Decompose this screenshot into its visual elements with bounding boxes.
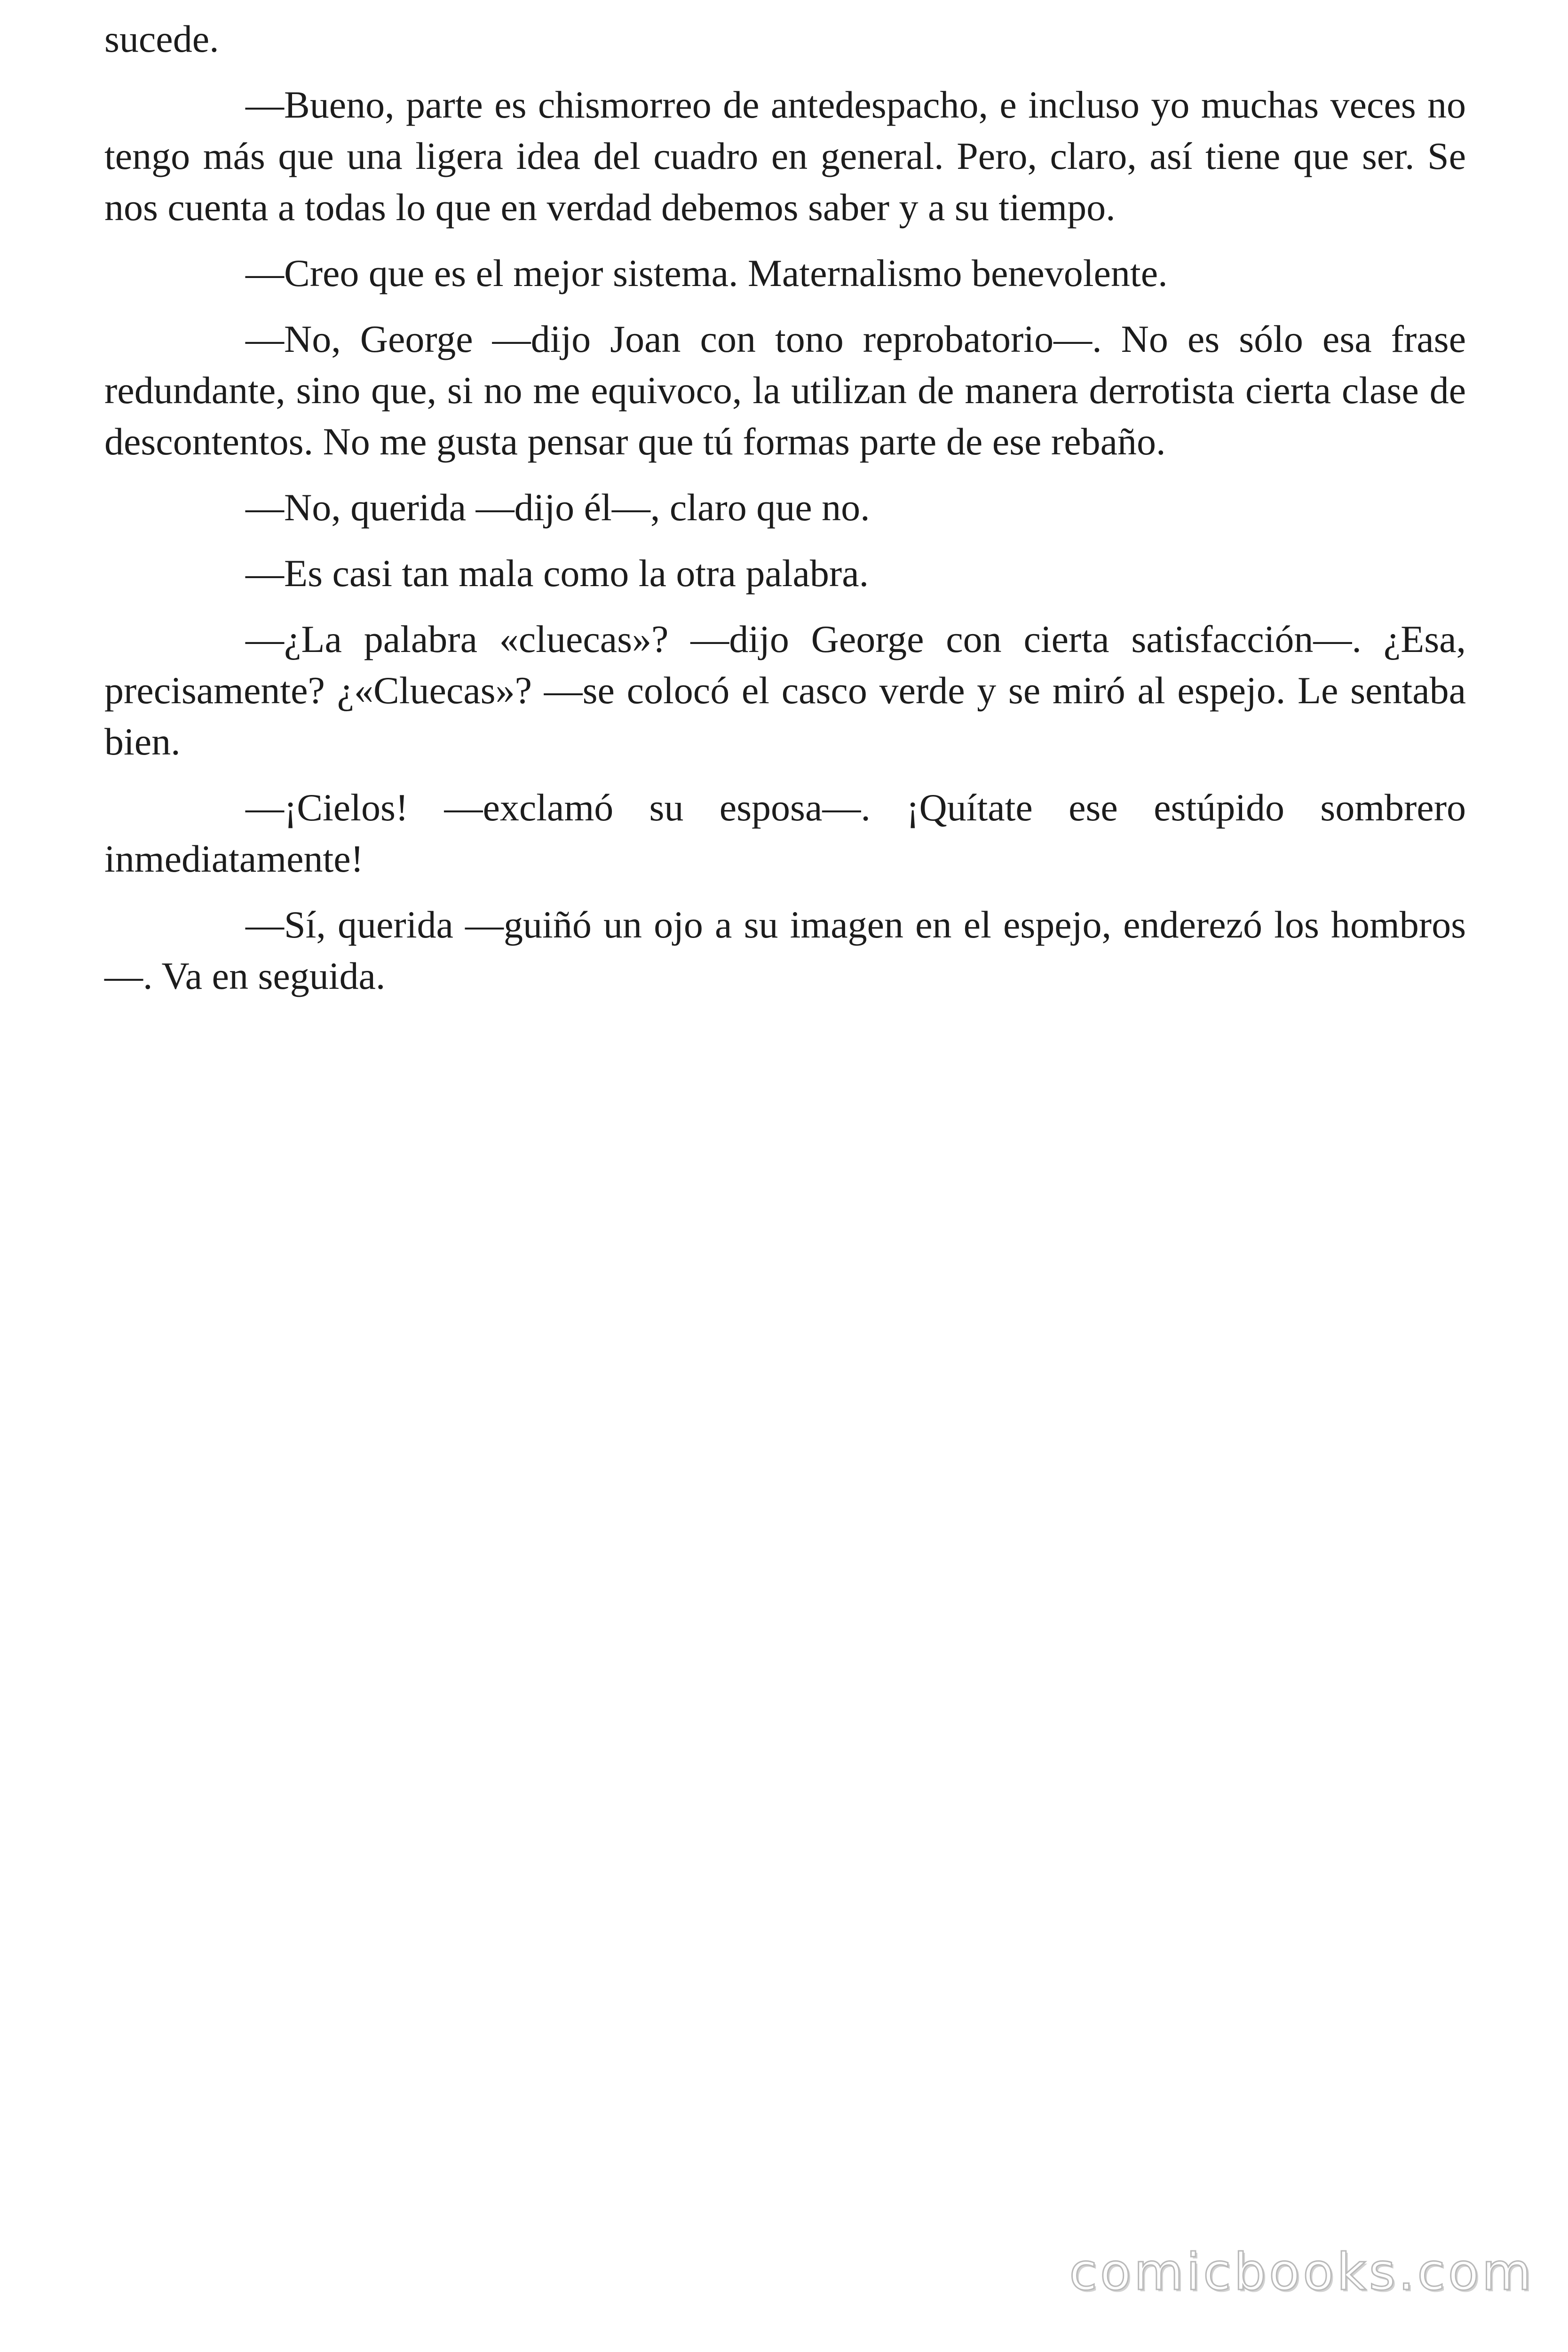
paragraph: sucede. xyxy=(104,17,219,60)
paragraph: —No, George —dijo Joan con tono reprobatorio—. No es sólo esa frase redundante, sino que, si no me equivoco, la utilizan de manera derrotista cierta clase de descontentos. No me gusta pensar que tú formas parte de ese rebaño. xyxy=(104,318,1466,463)
paragraph: —Sí, querida —guiñó un ojo a su imagen en el espejo, enderezó los hombros—. Va en seguida. xyxy=(104,903,1466,997)
paragraph: —No, querida —dijo él—, claro que no. xyxy=(245,486,870,529)
paragraph: —Creo que es el mejor sistema. Maternalismo benevolente. xyxy=(245,252,1168,294)
page-body xyxy=(104,13,1466,1016)
paragraph: —¿La palabra «cluecas»? —dijo George con cierta satisfacción—. ¿Esa, precisamente? ¿«Cluecas»? —se colocó el casco verde y se miró al espejo. Le sentaba bien. xyxy=(104,618,1466,763)
paragraph: —¡Cielos! —exclamó su esposa—. ¡Quítate ese estúpido sombrero inmediatamente! xyxy=(104,786,1466,880)
paragraph: —Es casi tan mala como la otra palabra. xyxy=(245,552,869,595)
watermark: comicbooks.com xyxy=(1069,2243,1534,2302)
paragraph: —Bueno, parte es chismorreo de antedespacho, e incluso yo muchas veces no tengo más que una ligera idea del cuadro en general. Pero, claro, así tiene que ser. Se nos cuenta a todas lo que en verdad debemos saber y a su tiempo. xyxy=(104,83,1466,229)
